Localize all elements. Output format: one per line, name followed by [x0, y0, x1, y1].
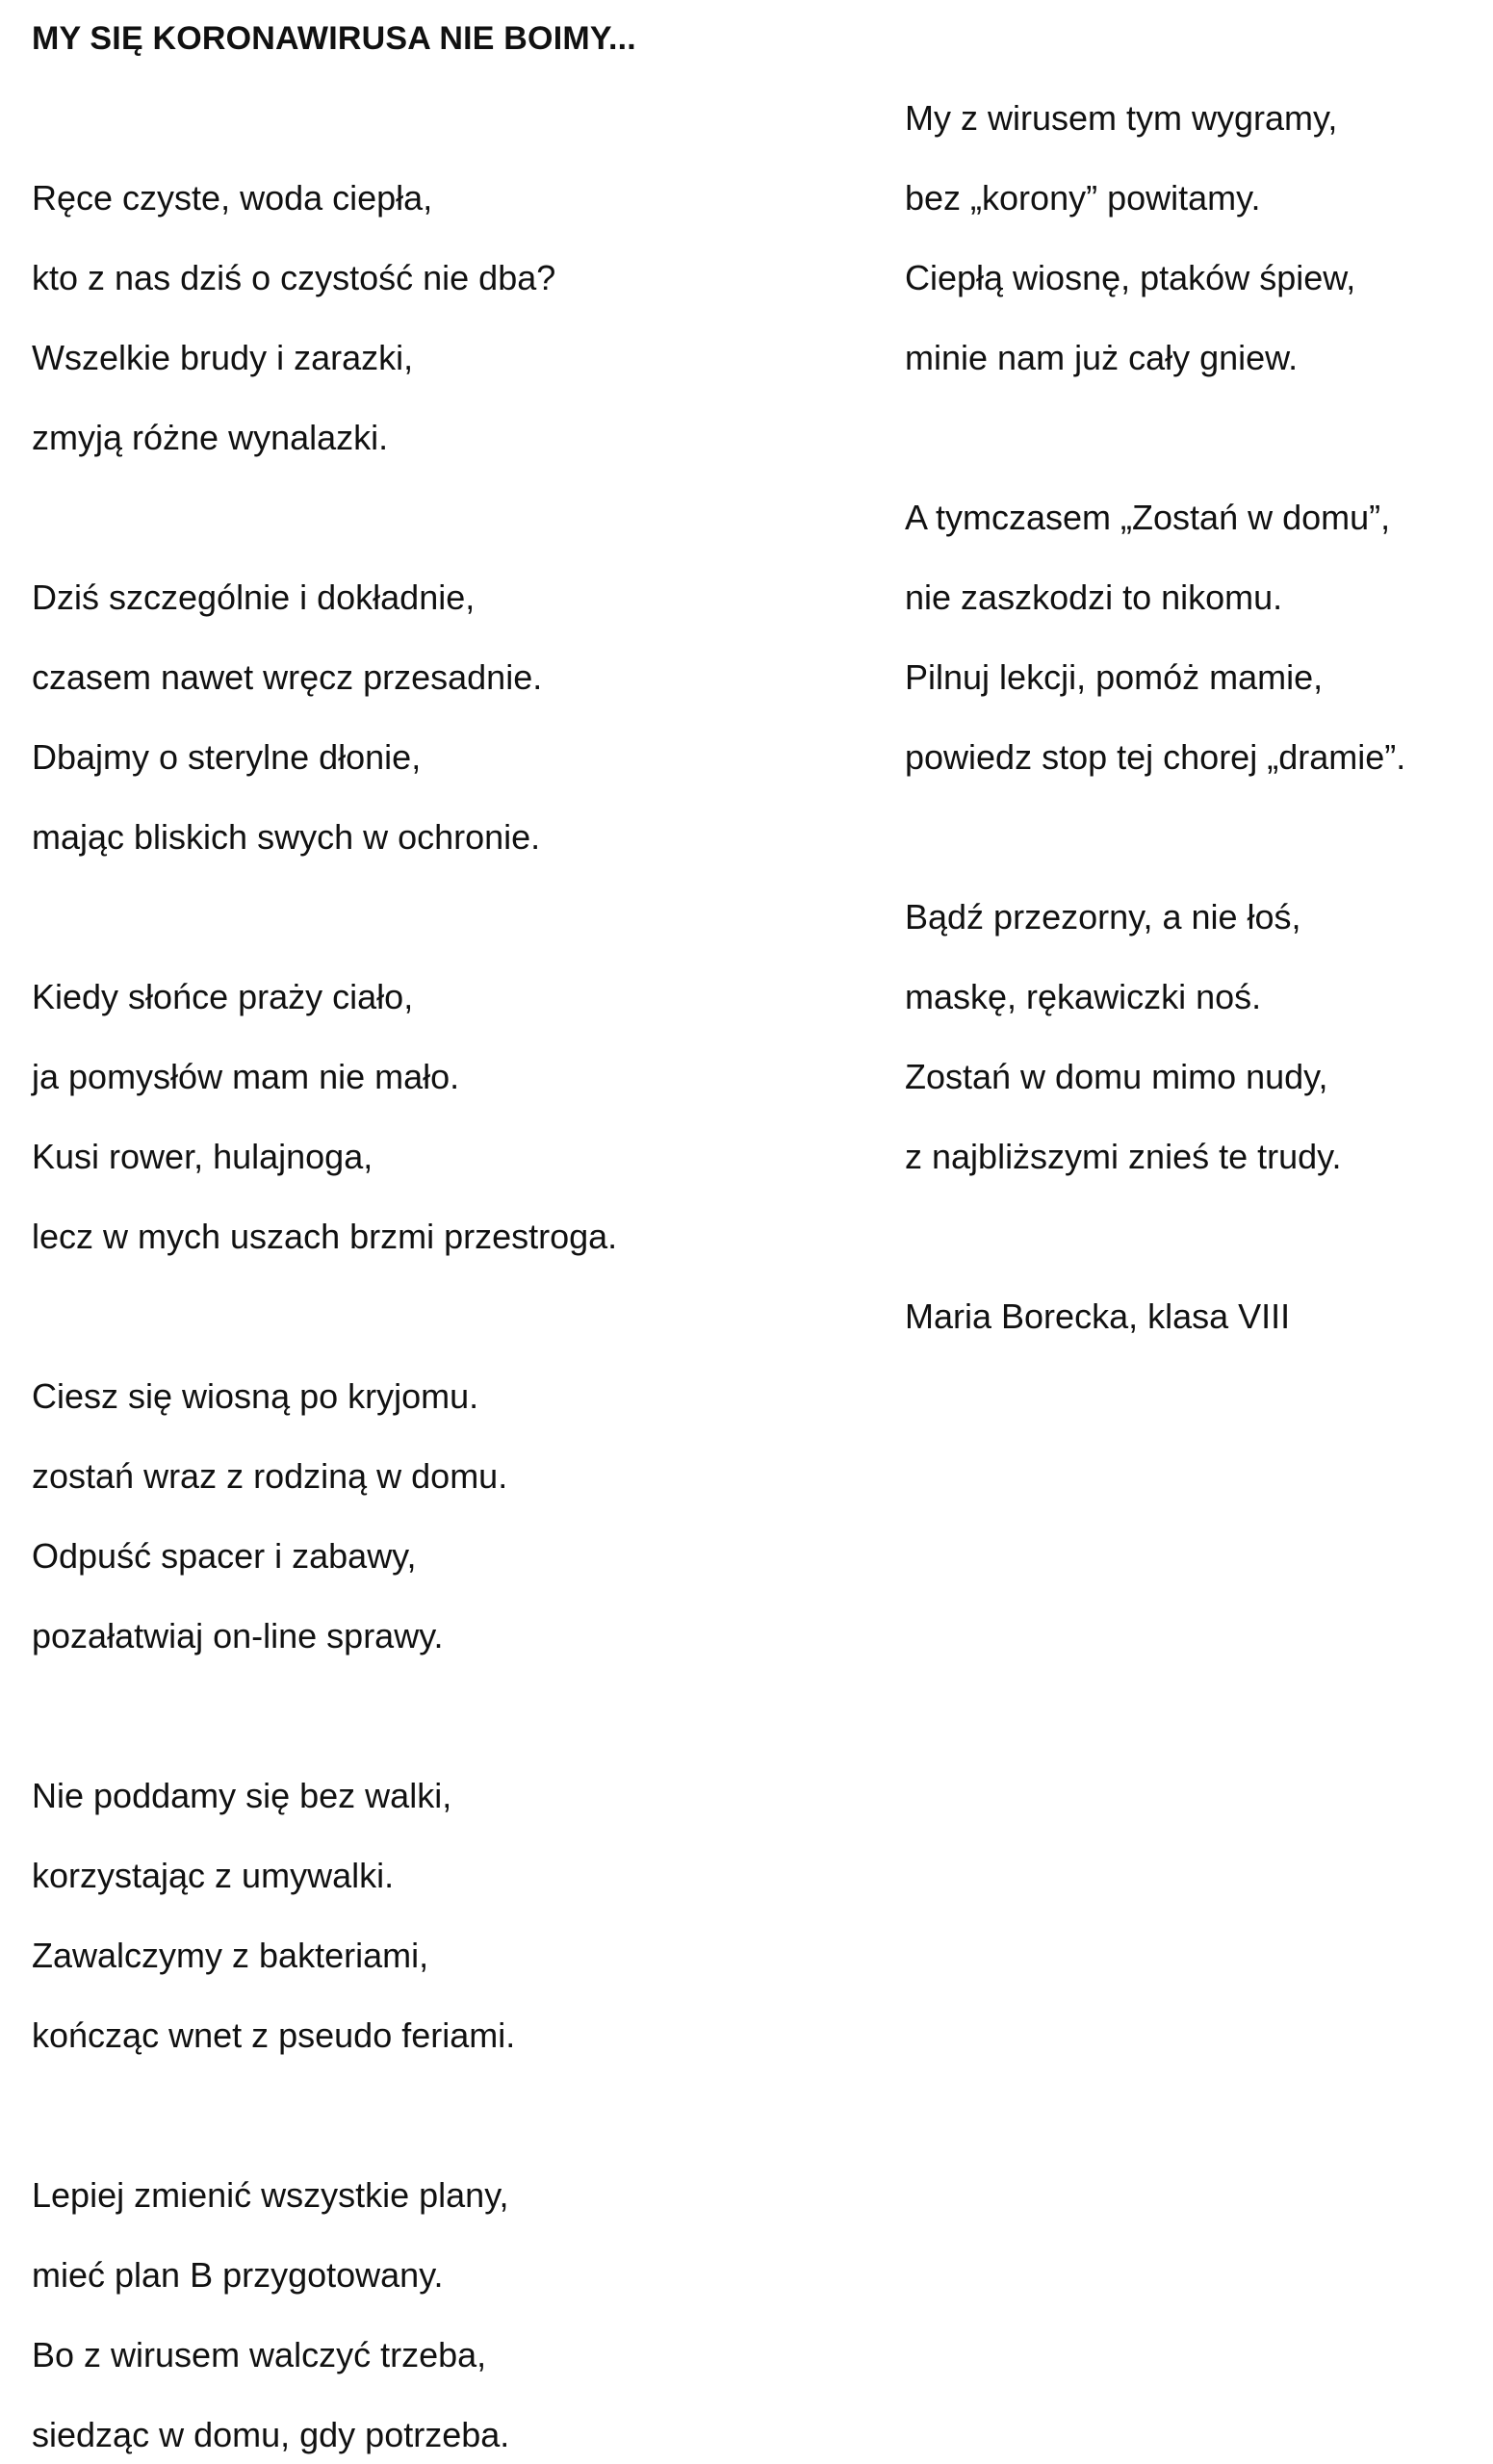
poem-title: MY SIĘ KORONAWIRUSA NIE BOIMY... — [32, 20, 636, 57]
poem-line: kto z nas dziś o czystość nie dba? — [32, 258, 556, 297]
poem-line: Wszelkie brudy i zarazki, — [32, 338, 414, 377]
poem-line: siedząc w domu, gdy potrzeba. — [32, 2415, 510, 2454]
poem-line: Dbajmy o sterylne dłonie, — [32, 737, 422, 777]
poem-line: korzystając z umywalki. — [32, 1856, 395, 1895]
poem-line: czasem nawet wręcz przesadnie. — [32, 657, 543, 697]
poem-line: ja pomysłów mam nie mało. — [32, 1057, 460, 1096]
poem-line: Ręce czyste, woda ciepła, — [32, 178, 433, 218]
poem-line: My z wirusem tym wygramy, — [905, 98, 1338, 138]
poem-line: kończąc wnet z pseudo feriami. — [32, 2015, 516, 2055]
poem-line: pozałatwiaj on-line sprawy. — [32, 1616, 444, 1656]
poem-line: bez „korony” powitamy. — [905, 178, 1261, 218]
poem-line: Bo z wirusem walczyć trzeba, — [32, 2335, 487, 2374]
poem-line: lecz w mych uszach brzmi przestroga. — [32, 1217, 618, 1256]
poem-line: Kusi rower, hulajnoga, — [32, 1137, 373, 1176]
poem-line: zmyją różne wynalazki. — [32, 418, 389, 457]
poem-line: Bądź przezorny, a nie łoś, — [905, 897, 1301, 937]
poem-line: Pilnuj lekcji, pomóż mamie, — [905, 657, 1324, 697]
poem-line: maskę, rękawiczki noś. — [905, 977, 1262, 1016]
poem-line: Nie poddamy się bez walki, — [32, 1776, 452, 1815]
poem-line: mając bliskich swych w ochronie. — [32, 817, 541, 857]
poem-line: mieć plan B przygotowany. — [32, 2255, 444, 2295]
poem-line: Lepiej zmienić wszystkie plany, — [32, 2175, 509, 2215]
poem-line: Dziś szczególnie i dokładnie, — [32, 578, 476, 617]
poem-line: powiedz stop tej chorej „dramie”. — [905, 737, 1406, 777]
poem-line: Ciepłą wiosnę, ptaków śpiew, — [905, 258, 1356, 297]
poem-line: z najbliższymi znieś te trudy. — [905, 1137, 1342, 1176]
poem-line: minie nam już cały gniew. — [905, 338, 1299, 377]
poem-line: zostań wraz z rodziną w domu. — [32, 1456, 508, 1496]
poem-line: Kiedy słońce praży ciało, — [32, 977, 414, 1016]
poem-line: A tymczasem „Zostań w domu”, — [905, 498, 1391, 537]
poem-line: nie zaszkodzi to nikomu. — [905, 578, 1283, 617]
poem-line: Zostań w domu mimo nudy, — [905, 1057, 1328, 1096]
author-signature: Maria Borecka, klasa VIII — [905, 1296, 1291, 1336]
poem-line: Odpuść spacer i zabawy, — [32, 1536, 417, 1576]
poem-line: Ciesz się wiosną po kryjomu. — [32, 1376, 479, 1416]
poem-line: Zawalczymy z bakteriami, — [32, 1936, 429, 1975]
